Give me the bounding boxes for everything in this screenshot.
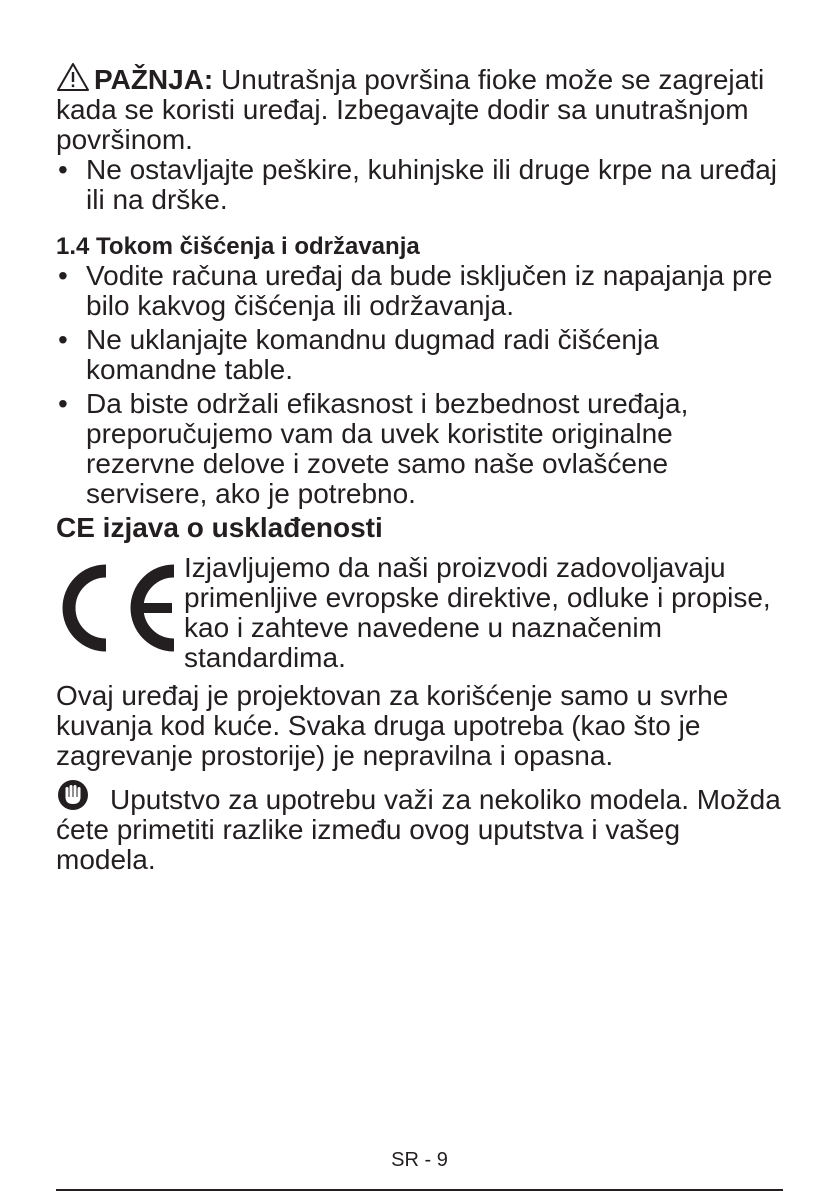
stop-hand-icon: [56, 779, 90, 811]
ce-declaration: [56, 553, 782, 673]
warning-label: PAŽNJA:: [94, 64, 214, 95]
list-item-text: Ne ostavljajte peškire, kuhinjske ili druge krpe na uređaj ili na drške.: [86, 154, 778, 215]
list-item: [56, 261, 782, 321]
note-paragraph: [56, 779, 782, 875]
bullet-dot: •: [58, 260, 68, 291]
list-item-text: Vodite računa uređaj da bude isključen iz napajanja pre bilo kakvog čišćenja ili održavanja.: [86, 260, 773, 321]
list-item: [56, 325, 782, 385]
list-item-text: Da biste održali efikasnost i bezbednost uređaja, preporučujemo vam da uvek koristite originalne rezervne delove i zovete samo naše ovlašćene servisere, ako je potrebno.: [86, 388, 689, 509]
bullet-dot: •: [58, 388, 68, 419]
list-item: [56, 155, 782, 215]
bullet-dot: •: [58, 154, 68, 185]
ce-mark-icon: [56, 563, 180, 653]
bullet-dot: •: [58, 324, 68, 355]
page-content: [56, 62, 782, 903]
usage-paragraph: Ovaj uređaj je projektovan za korišćenje samo u svrhe kuvanja kod kuće. Svaka druga upotreba (kao što je zagrevanje prostorije) je nepravilna i opasna.: [56, 680, 729, 771]
page-number: SR - 9: [391, 1149, 448, 1171]
list-item: [56, 389, 782, 509]
bullet-list-cleaning: [56, 261, 782, 509]
note-text: Uputstvo za upotrebu važi za nekoliko modela. Možda ćete primetiti razlike između ovog uputstva i vašeg modela.: [56, 784, 781, 875]
ce-heading: CE izjava o usklađenosti: [56, 512, 383, 543]
warning-text: Unutrašnja površina fioke može se zagrejati kada se koristi uređaj. Izbegavajte dodir sa unutrašnjom površinom.: [56, 64, 765, 155]
list-item-text: Ne uklanjajte komandnu dugmad radi čišćenja komandne table.: [86, 324, 659, 385]
ce-text: Izjavljujemo da naši proizvodi zadovoljavaju primenljive evropske direktive, odluke i propise, kao i zahteve navedene u naznačenim standardima.: [184, 552, 771, 673]
section-heading: 1.4 Tokom čišćenja i održavanja: [56, 233, 420, 260]
bullet-list-general: [56, 155, 782, 215]
warning-paragraph: [56, 62, 782, 155]
warning-triangle-icon: [56, 62, 90, 92]
